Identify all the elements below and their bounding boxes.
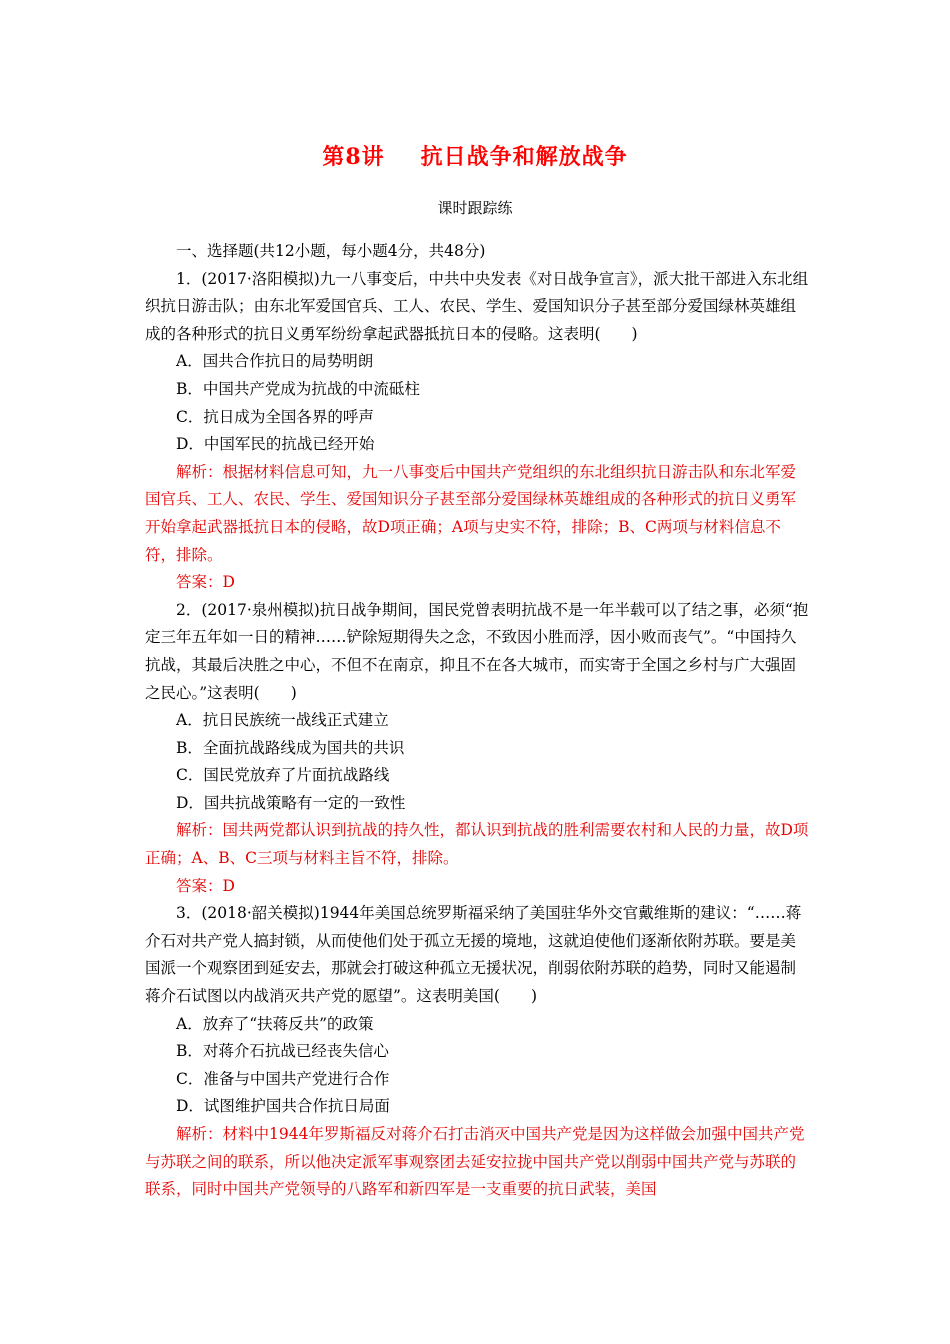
- exercise-content: [145, 238, 810, 1204]
- page-title: [0, 140, 950, 171]
- question-1-option-b: B．中国共产党成为抗战的中流砥柱: [176, 379, 420, 398]
- lecture-number: 第8讲: [322, 144, 385, 170]
- question-3-option-c: C．准备与中国共产党进行合作: [176, 1069, 390, 1088]
- question-2-analysis: 解析：国共两党都认识到抗战的持久性，都认识到抗战的胜利需要农村和人民的力量，故D项正确；A、B、C三项与材料主旨不符，排除。: [145, 821, 809, 868]
- question-2-option-a: A．抗日民族统一战线正式建立: [176, 711, 389, 730]
- question-2-answer: 答案：D: [176, 876, 235, 895]
- question-1-stem: 1．(2017·洛阳模拟)九一八事变后，中共中央发表《对日战争宣言》，派大批干部进入东北组织抗日游击队；由东北军爱国官兵、工人、农民、学生、爱国知识分子甚至部分爱国绿林英雄组成的各种形式的抗日义勇军纷纷拿起武器抵抗日本的侵略。这表明( ): [145, 269, 809, 343]
- question-1-analysis: 解析：根据材料信息可知，九一八事变后中国共产党组织的东北组织抗日游击队和东北军爱国官兵、工人、农民、学生、爱国知识分子甚至部分爱国绿林英雄组成的各种形式的抗日义勇军开始拿起武器抵抗日本的侵略，故D项正确；A项与史实不符，排除；B、C两项与材料信息不符，排除。: [145, 462, 797, 564]
- question-2-option-d: D．国共抗战策略有一定的一致性: [176, 793, 406, 812]
- question-1-option-d: D．中国军民的抗战已经开始: [176, 435, 375, 454]
- question-2-option-c: C．国民党放弃了片面抗战路线: [176, 766, 390, 785]
- question-3-option-d: D．试图维护国共合作抗日局面: [176, 1097, 390, 1116]
- question-3-option-b: B．对蒋介石抗战已经丧失信心: [176, 1042, 389, 1061]
- question-1-option-c: C．抗日成为全国各界的呼声: [176, 407, 374, 426]
- lecture-title: 抗日战争和解放战争: [420, 144, 628, 170]
- question-3-option-a: A．放弃了“扶蒋反共”的政策: [176, 1014, 374, 1033]
- question-3-analysis: 解析：材料中1944年罗斯福反对蒋介石打击消灭中国共产党是因为这样做会加强中国共产党与苏联之间的联系，所以他决定派军事观察团去延安拉拢中国共产党以削弱中国共产党与苏联的联系，同时中国共产党领导的八路军和新四军是一支重要的抗日武装，美国: [145, 1125, 805, 1199]
- question-1-answer: 答案：D: [176, 573, 235, 592]
- question-1-option-a: A．国共合作抗日的局势明朗: [176, 352, 374, 371]
- question-2-stem: 2．(2017·泉州模拟)抗日战争期间，国民党曾表明抗战不是一年半载可以了结之事，必须“抱定三年五年如一日的精神……铲除短期得失之念，不致因小胜而浮，因小败而丧气”。“中国持久抗战，其最后决胜之中心，不但不在南京，抑且不在各大城市，而实寄于全国之乡村与广大强固之民心。”这表明( ): [145, 600, 809, 702]
- question-2-option-b: B．全面抗战路线成为国共的共识: [176, 738, 405, 757]
- question-3-stem: 3．(2018·韶关模拟)1944年美国总统罗斯福采纳了美国驻华外交官戴维斯的建议：“……蒋介石对共产党人搞封锁，从而使他们处于孤立无援的境地，这就迫使他们逐渐依附苏联。要是美国派一个观察团到延安去，那就会打破这种孤立无援状况，削弱依附苏联的趋势，同时又能遏制蒋介石试图以内战消灭共产党的愿望”。这表明美国( ): [145, 904, 802, 1006]
- page-subtitle: 课时跟踪练: [437, 199, 513, 217]
- section-heading: 一、选择题(共12小题，每小题4分，共48分): [176, 242, 486, 260]
